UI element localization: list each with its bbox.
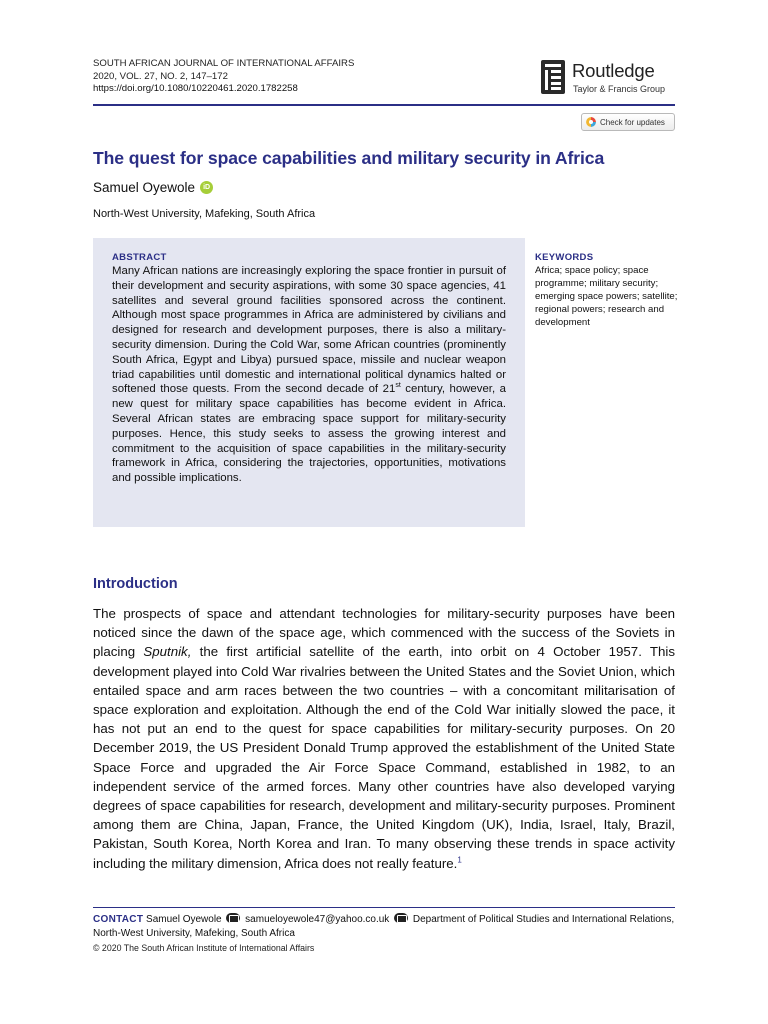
abstract-text-part1: Many African nations are increasingly exploring the space frontier in pursuit of their development and security aspirations, with some 30 space agencies, 41 satellites and several ground facilities sponsored across the continent. Although most space programmes in Africa are administered by civilians and designed for research and development purposes, there is also a military-security dimension. During the Cold War, some African countries (prominently South Africa, Egypt and Libya) pursued space, missile and nuclear weapon triad capabilities until domestic and international political dynamics halted or softened those quests. From the second decade of 21 [112, 265, 506, 396]
email-icon [226, 913, 240, 923]
author-line [93, 180, 213, 195]
journal-name: SOUTH AFRICAN JOURNAL OF INTERNATIONAL AFFAIRS [93, 58, 355, 69]
crossmark-icon [586, 117, 596, 127]
contact-address: Department of Political Studies and International Relations, North-West University, Mafeking, South Africa [93, 914, 675, 939]
article-title: The quest for space capabilities and military security in Africa [93, 148, 605, 168]
contact-block [93, 913, 675, 941]
copyright-notice: © 2020 The South African Institute of International Affairs [93, 943, 315, 953]
abstract-text-part2: century, however, a new quest for military space capabilities has become evident in Africa. Several African states are embracing space support for military-security purposes. Hence, this study seeks to assess the growing interest and commitment to the acquisition of space capabilities in the military-security framework in Africa, considering the trajectories, opportunities, motivations and possible implications. [112, 383, 506, 485]
routledge-logo-icon [540, 59, 566, 95]
journal-meta [93, 58, 354, 96]
contact-email[interactable]: samueloyewole47@yahoo.co.uk [242, 914, 393, 925]
check-for-updates-label: Check for updates [600, 117, 665, 127]
introduction-heading: Introduction [93, 576, 178, 592]
intro-text-part1: The prospects of space and attendant technologies for military-security purposes have been noticed since the dawn of the space age, which commenced with the success of the Soviets in placing [93, 606, 675, 660]
intro-italic-sputnik: Sputnik, [143, 644, 192, 660]
journal-volume: 2020, VOL. 27, NO. 2, 147–172 [93, 70, 228, 82]
keywords-list: Africa; space policy; space programme; military security; emerging space powers; satellite; regional powers; research and development [535, 265, 678, 328]
abstract-superscript: st [395, 382, 401, 390]
contact-name: Samuel Oyewole [143, 914, 225, 925]
footer-rule [93, 907, 675, 908]
introduction-paragraph [93, 604, 675, 873]
author-name[interactable]: Samuel Oyewole [93, 180, 196, 195]
address-icon [394, 913, 408, 923]
intro-text-part2: the first artificial satellite of the earth, into orbit on 4 October 1957. This development played into Cold War rivalries between the United States and the Soviet Union, which entailed space and arm races between the two countries – with a concomitant militarisation of space exploration and exploitation. Although the end of the Cold War initially slowed the pace, it has not put an end to the quest for space capabilities for military-security purposes. On 20 December 2019, the US President Donald Trump approved the establishment of the United State Space Force and upgraded the Air Force Space Command, established in 1982, to an independent service of the armed forces. Many other countries have also developed varying degrees of space capabilities for research, development and military-security purposes. Prominent among them are China, Japan, France, the United Kingdom (UK), India, Israel, Italy, Brazil, Pakistan, South Korea, North Korea and Iran. To many observing these trends in space activity including the military dimension, Africa does not really feature. [93, 644, 675, 871]
doi-link[interactable]: https://doi.org/10.1080/10220461.2020.1782258 [93, 83, 298, 94]
keywords-heading: KEYWORDS [535, 252, 594, 263]
orcid-icon[interactable]: iD [200, 181, 213, 194]
author-affiliation: North-West University, Mafeking, South Africa [93, 208, 316, 220]
header-rule [93, 104, 675, 106]
publisher-group: Taylor & Francis Group [573, 84, 666, 94]
abstract-heading: ABSTRACT [112, 252, 167, 263]
contact-label: CONTACT [93, 914, 144, 925]
abstract-text [112, 264, 506, 486]
publisher-logo[interactable] [540, 57, 680, 99]
footnote-ref-1[interactable]: 1 [457, 855, 462, 865]
publisher-name: Routledge [572, 60, 655, 81]
check-for-updates-button[interactable] [581, 113, 675, 131]
